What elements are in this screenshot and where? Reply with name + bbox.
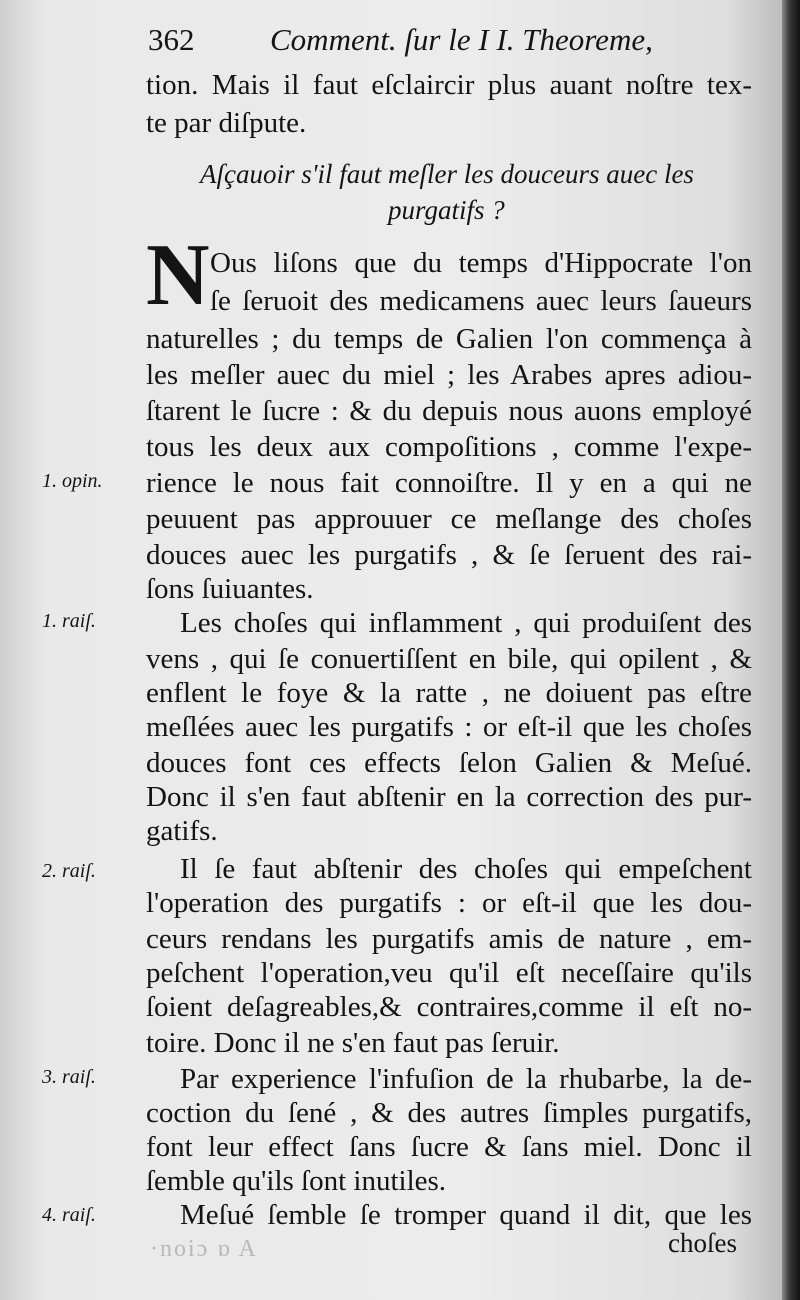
text-line: meſlées auec les purgatifs : or eſt-il que les choſes bbox=[146, 711, 752, 743]
text-line: ſemble qu'ils ſont inutiles. bbox=[146, 1165, 447, 1197]
catchword: choſes bbox=[668, 1228, 737, 1258]
text-line: l'operation des purgatifs : or eſt-il que les dou- bbox=[146, 887, 752, 919]
running-header bbox=[140, 22, 760, 66]
text-line: ſons ſuiuantes. bbox=[146, 573, 314, 605]
text-line: toire. Donc il ne s'en faut pas ſeruir. bbox=[146, 1027, 560, 1059]
text-line: te par diſpute. bbox=[146, 107, 307, 139]
text-line: tous les deux aux compoſitions , comme l'expe- bbox=[146, 431, 752, 463]
text-line: Par experience l'infuſion de la rhubarbe, la de- bbox=[180, 1063, 752, 1095]
text-line: rience le nous fait connoiſtre. Il y en a qui ne bbox=[146, 467, 752, 499]
text-line: ſoient deſagreables,& contraires,comme il eſt no- bbox=[146, 991, 752, 1023]
text-line: douces auec les purgatifs , & ſe ſeruent des rai- bbox=[146, 539, 752, 571]
text-line: ceurs rendans les purgatifs amis de nature , em- bbox=[146, 923, 752, 955]
text-line: enflent le foye & la ratte , ne doiuent pas eſtre bbox=[146, 677, 752, 709]
text-line: font leur effect ſans ſucre & ſans miel. Donc il bbox=[146, 1131, 752, 1163]
text-line: Il ſe faut abſtenir des choſes qui empeſchent bbox=[180, 853, 752, 885]
text-line: ſe ſeruoit des medicamens auec leurs ſaueurs bbox=[210, 285, 752, 317]
text-line: coction du ſené , & des autres ſimples purgatifs, bbox=[146, 1097, 752, 1129]
text-line: tion. Mais il faut eſclaircir plus auant noſtre tex- bbox=[146, 69, 752, 101]
text-line: les meſler auec du miel ; les Arabes apres adiou- bbox=[146, 359, 752, 391]
text-line: vens , qui ſe conuertiſſent en bile, qui opilent , & bbox=[146, 643, 752, 675]
bleed-through-text: ·noiɔ ɒ A bbox=[150, 1236, 258, 1262]
margin-note: 2. raiſ. bbox=[42, 860, 96, 882]
margin-note: 1. raiſ. bbox=[42, 610, 96, 632]
text-line: peſchent l'operation,veu qu'il eſt neceſſaire qu'ils bbox=[146, 957, 752, 989]
margin-note: 1. opin. bbox=[42, 470, 103, 492]
text-line: naturelles ; du temps de Galien l'on commença à bbox=[146, 323, 752, 355]
text-line: peuuent pas approuuer ce meſlange des choſes bbox=[146, 503, 752, 535]
text-line: Les choſes qui inflamment , qui produiſent des bbox=[180, 607, 752, 639]
text-line: Ous liſons que du temps d'Hippocrate l'on bbox=[210, 247, 752, 279]
drop-cap: N bbox=[146, 227, 210, 324]
section-question: Aſçauoir s'il faut meſler les douceurs auec les bbox=[200, 159, 694, 189]
text-line: douces font ces effects ſelon Galien & Meſué. bbox=[146, 747, 752, 779]
text-line: gatifs. bbox=[146, 815, 218, 847]
text-line: Meſué ſemble ſe tromper quand il dit, que les bbox=[180, 1199, 752, 1231]
text-line: Donc il s'en faut abſtenir en la correction des pur- bbox=[146, 781, 752, 813]
margin-note: 4. raiſ. bbox=[42, 1204, 96, 1226]
text-line: ſtarent le ſucre : & du depuis nous auons employé bbox=[146, 395, 752, 427]
section-question: purgatifs ? bbox=[388, 195, 505, 225]
margin-note: 3. raiſ. bbox=[42, 1066, 96, 1088]
page-edge-shadow bbox=[782, 0, 800, 1300]
running-title: Comment. ſur le I I. Theoreme, bbox=[270, 22, 653, 57]
page-number: 362 bbox=[148, 22, 195, 57]
